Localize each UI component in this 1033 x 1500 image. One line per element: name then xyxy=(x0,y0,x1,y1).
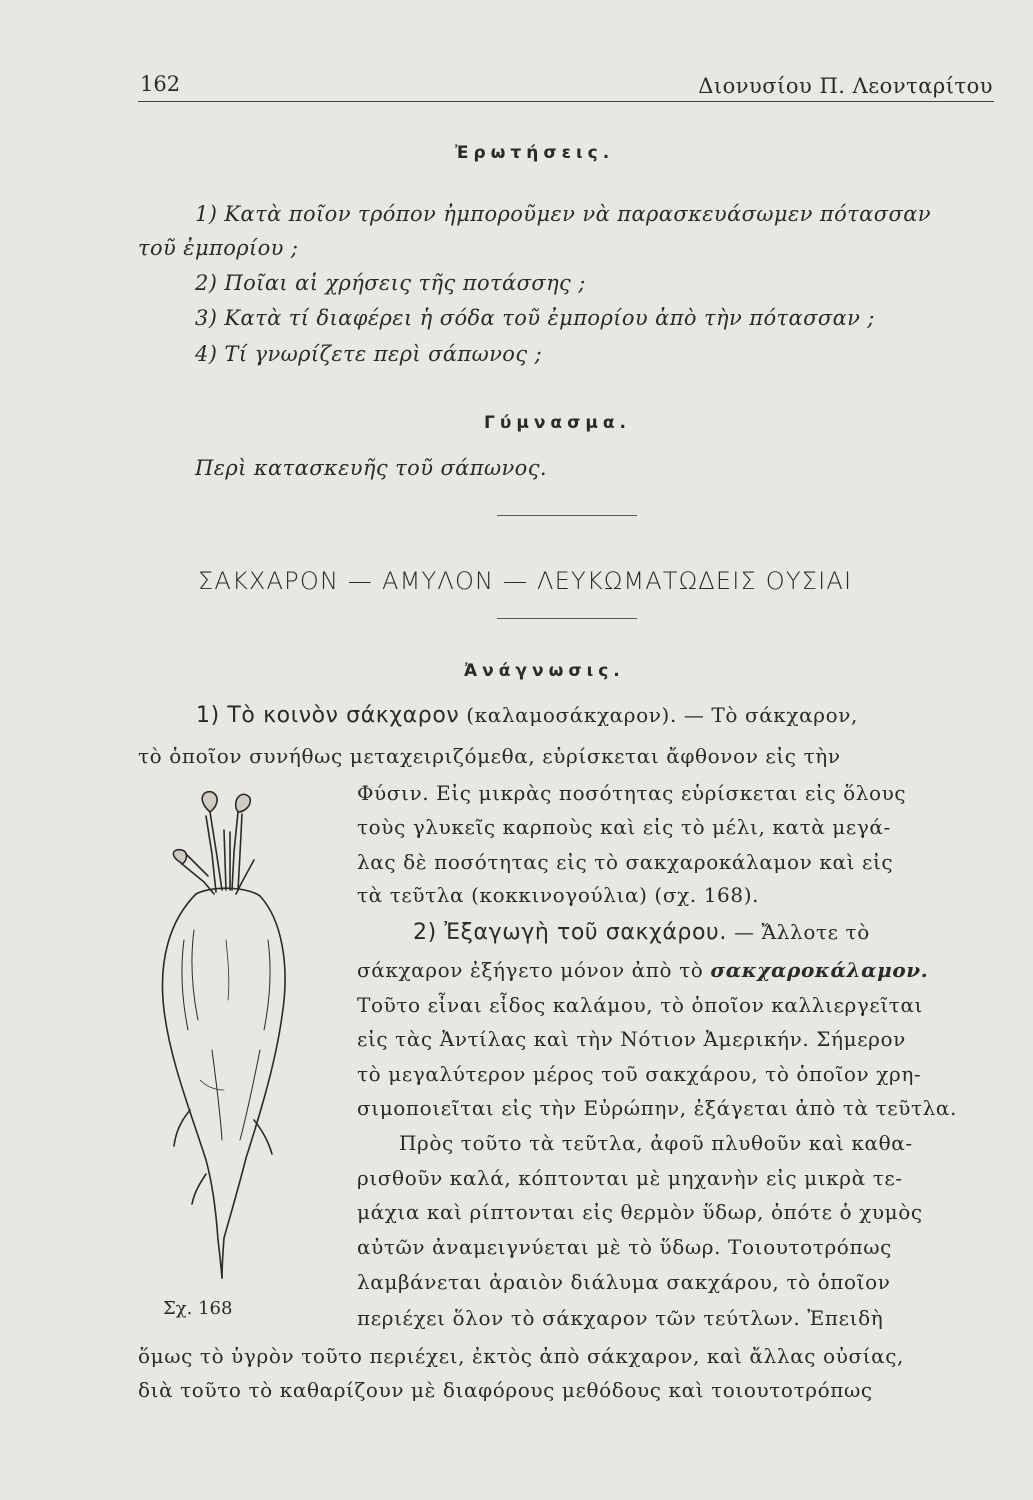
question-2: 2) Ποῖαι αἱ χρήσεις τῆς ποτάσσης ; xyxy=(195,271,586,295)
reading-line-18: περιέχει ὅλον τὸ σάκχαρον τῶν τεύτλων. Ἐπειδὴ xyxy=(357,1306,884,1330)
chapter-title: ΣΑΚΧΑΡΟΝ — ΑΜΥΛΟΝ — ΛΕΥΚΩΜΑΤΩΔΕΙΣ ΟΥΣΙΑΙ xyxy=(198,567,853,595)
question-1-line-1: 1) Κατὰ ποῖον τρόπον ἠμποροῦμεν νὰ παρασκευάσωμεν πότασσαν xyxy=(195,202,931,226)
subheading-sugar-extraction: 2) Ἐξαγωγὴ τοῦ σακχάρου. xyxy=(413,920,727,945)
exercise-text: Περὶ κατασκευῆς τοῦ σάπωνος. xyxy=(195,456,547,480)
reading-line-3: Φύσιν. Εἰς μικρὰς ποσότητας εὑρίσκεται εἰς ὅλους xyxy=(357,781,907,805)
reading-line-5: λας δὲ ποσότητας εἰς τὸ σακχαροκάλαμον καὶ εἰς xyxy=(357,850,894,874)
header-rule xyxy=(138,101,994,102)
page-number: 162 xyxy=(140,72,181,96)
question-3: 3) Κατὰ τί διαφέρει ἡ σόδα τοῦ ἐμπορίου ἀπὸ τὴν πότασσαν ; xyxy=(195,306,875,330)
reading-line-15: μάχια καὶ ρίπτονται εἰς θερμὸν ὕδωρ, ὁπότε ὁ χυμὸς xyxy=(357,1200,923,1224)
subheading-common-sugar: 1) Τὸ κοινὸν σάκχαρον xyxy=(196,703,460,728)
reading-line-4: τοὺς γλυκεῖς καρποὺς καὶ εἰς τὸ μέλι, κατὰ μεγά- xyxy=(357,815,891,839)
reading-line-19: ὅμως τὸ ὑγρὸν τοῦτο περιέχει, ἐκτὸς ἀπὸ σάκχαρον, καὶ ἄλλας οὐσίας, xyxy=(138,1344,905,1368)
questions-heading: Ἐρωτήσεις. xyxy=(455,143,615,163)
running-header-author: Διονυσίου Π. Λεονταρίτου xyxy=(698,74,993,98)
reading-line-9: Τοῦτο εἶναι εἶδος καλάμου, τὸ ὁποῖον καλλιεργεῖται xyxy=(357,993,923,1017)
section-divider-top xyxy=(497,515,637,516)
question-1-line-2: τοῦ ἐμπορίου ; xyxy=(138,236,299,260)
line-text: σάκχαρον ἐξήγετο μόνον ἀπὸ τὸ xyxy=(357,958,711,982)
reading-line-12: σιμοποιεῖται εἰς τὴν Εὐρώπην, ἐξάγεται ἀπὸ τὰ τεῦτλα. xyxy=(357,1096,957,1120)
reading-line-7 xyxy=(413,920,870,945)
reading-line-6: τὰ τεῦτλα (κοκκινογούλια) (σχ. 168). xyxy=(357,883,760,907)
reading-line-17: λαμβάνεται ἀραιὸν διάλυμα σακχάρου, τὸ ὁποῖον xyxy=(357,1270,891,1294)
reading-line-11: τὸ μεγαλύτερον μέρος τοῦ σακχάρου, τὸ ὁποῖον χρη- xyxy=(357,1062,922,1086)
section-divider-bottom xyxy=(497,618,637,619)
reading-line-20: διὰ τοῦτο τὸ καθαρίζουν μὲ διαφόρους μεθόδους καὶ τοιουτοτρόπως xyxy=(138,1378,873,1402)
exercise-heading: Γύμνασμα. xyxy=(484,413,631,433)
reading-line-16: αὐτῶν ἀναμειγνύεται μὲ τὸ ὕδωρ. Τοιουτοτρόπως xyxy=(357,1235,892,1259)
line-text: — Ἄλλοτε τὸ xyxy=(726,920,870,944)
reading-line-14: ρισθοῦν καλά, κόπτονται μὲ μηχανὴν εἰς μικρὰ τε- xyxy=(357,1166,903,1190)
figure-caption: Σχ. 168 xyxy=(163,1298,233,1319)
reading-line-10: εἰς τὰς Ἀντίλας καὶ τὴν Νότιον Ἀμερικήν. Σήμερον xyxy=(357,1027,906,1051)
reading-line-8 xyxy=(357,958,928,982)
line-text: (καλαμοσάκχαρον). — Τὸ σάκχαρον, xyxy=(459,703,858,727)
sugar-beet-illustration xyxy=(150,790,300,1280)
emphasis-sugarcane: σακχαροκάλαμον. xyxy=(710,958,929,982)
question-4: 4) Τί γνωρίζετε περὶ σάπωνος ; xyxy=(195,342,543,366)
reading-heading: Ἀνάγνωσις. xyxy=(464,661,625,681)
reading-line-2: τὸ ὁποῖον συνήθως μεταχειριζόμεθα, εὑρίσκεται ἄφθονον εἰς τὴν xyxy=(138,744,841,768)
reading-line-1 xyxy=(196,703,858,728)
reading-line-13: Πρὸς τοῦτο τὰ τεῦτλα, ἀφοῦ πλυθοῦν καὶ καθα- xyxy=(399,1131,913,1155)
